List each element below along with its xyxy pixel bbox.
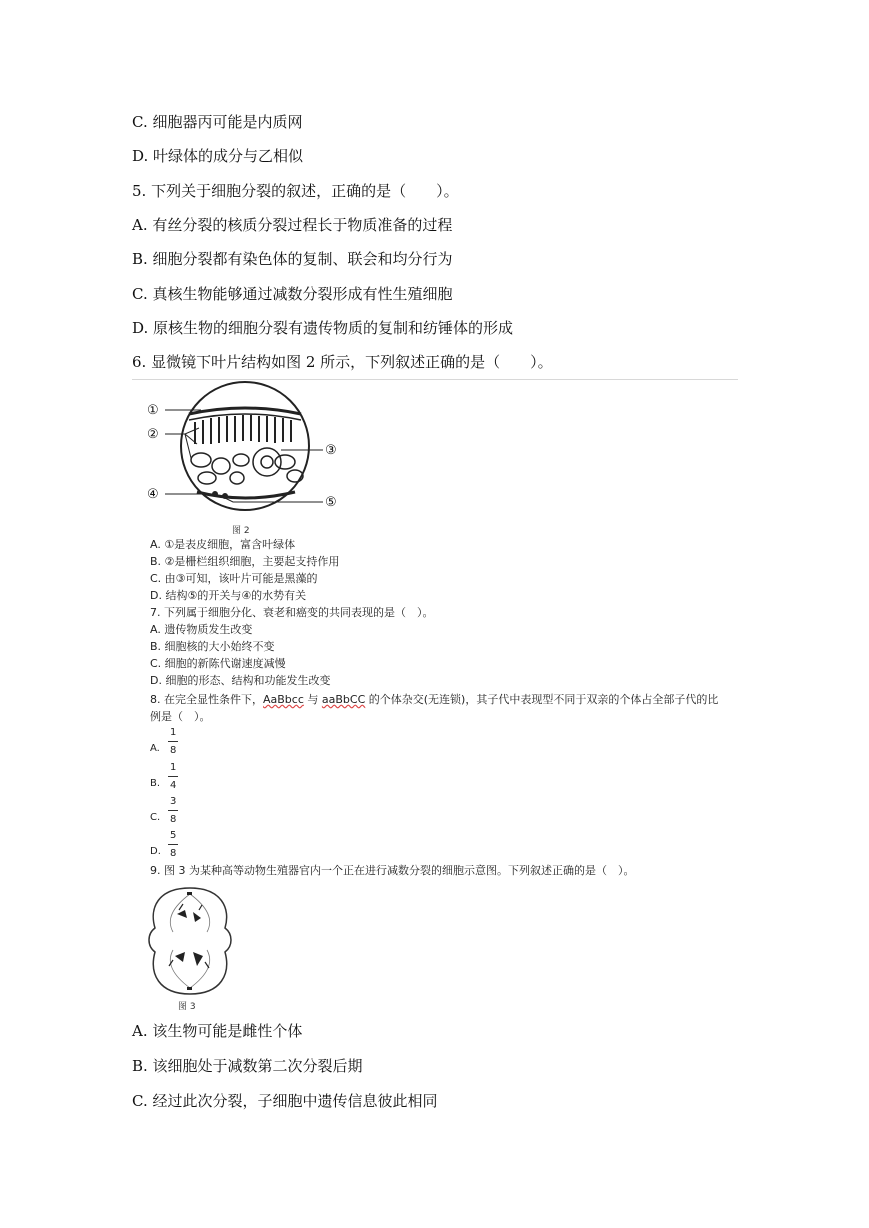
label-3: ③ [325, 443, 337, 458]
q6-option-b: B. ②是栅栏组织细胞，主要起支持作用 [150, 555, 340, 568]
q5-option-b: B. 细胞分裂都有染色体的复制、联会和均分行为 [132, 250, 453, 268]
q5-option-d: D. 原核生物的细胞分裂有遗传物质的复制和纺锤体的形成 [132, 319, 514, 337]
q8-option-a [150, 727, 190, 759]
q9-option-a: A. 该生物可能是雌性个体 [132, 1022, 303, 1040]
q8-option-b [150, 762, 190, 794]
q8-stem-line2: 例是（ ）。 [150, 710, 211, 723]
q8-stem-post: 的个体杂交(无连锁)，其子代中表现型不同于双亲的个体占全部子代的比 [365, 693, 719, 706]
q9-option-b: B. 该细胞处于减数第二次分裂后期 [132, 1057, 363, 1075]
q6-option-c: C. 由③可知，该叶片可能是黑藻的 [150, 572, 318, 585]
q8-stem [150, 693, 718, 707]
q7-option-d: D. 细胞的形态、结构和功能发生改变 [150, 674, 331, 687]
q8-stem-pre: 8. 在完全显性条件下， [150, 693, 263, 706]
q6-option-d: D. 结构⑤的开关与④的水势有关 [150, 589, 307, 602]
q8-stem-mid: 与 [303, 693, 322, 706]
q9-stem: 9. 图 3 为某种高等动物生殖器官内一个正在进行减数分裂的细胞示意图。下列叙述正确的是（ ）。 [150, 864, 635, 877]
label-1: ① [147, 403, 159, 418]
numerator: 3 [170, 796, 177, 807]
q7-option-c: C. 细胞的新陈代谢速度减慢 [150, 657, 286, 670]
q8-option-c [150, 796, 190, 828]
genotype-1: AaBbcc [263, 693, 304, 706]
figure-2-caption: 图 2 [232, 526, 250, 536]
leaf-section-figure [145, 380, 365, 530]
option-label: D. [150, 846, 161, 857]
denominator: 8 [170, 814, 177, 825]
q8-option-d [150, 830, 190, 862]
option-label: C. [150, 812, 161, 823]
option-d-prev: D. 叶绿体的成分与乙相似 [132, 147, 304, 165]
q5-stem: 5. 下列关于细胞分裂的叙述，正确的是（ ）。 [132, 182, 459, 200]
q9-option-c: C. 经过此次分裂，子细胞中遗传信息彼此相同 [132, 1092, 438, 1110]
figure-3-caption: 图 3 [178, 1002, 196, 1012]
q7-stem: 7. 下列属于细胞分化、衰老和癌变的共同表现的是（ ）。 [150, 606, 434, 619]
numerator: 1 [170, 727, 177, 738]
q6-option-a: A. ①是表皮细胞，富含叶绿体 [150, 538, 296, 551]
denominator: 8 [170, 848, 177, 859]
label-2: ② [147, 427, 159, 442]
label-4: ④ [147, 487, 159, 502]
q6-stem: 6. 显微镜下叶片结构如图 2 所示，下列叙述正确的是（ ）。 [132, 353, 553, 371]
q5-option-c: C. 真核生物能够通过减数分裂形成有性生殖细胞 [132, 285, 453, 303]
denominator: 4 [170, 780, 177, 791]
option-c-prev: C. 细胞器丙可能是内质网 [132, 113, 303, 131]
option-label: B. [150, 778, 161, 789]
q7-option-b: B. 细胞核的大小始终不变 [150, 640, 275, 653]
q7-option-a: A. 遗传物质发生改变 [150, 623, 253, 636]
meiosis-cell-figure [143, 884, 238, 999]
denominator: 8 [170, 745, 177, 756]
numerator: 1 [170, 762, 177, 773]
numerator: 5 [170, 830, 177, 841]
label-5: ⑤ [325, 495, 337, 510]
q5-option-a: A. 有丝分裂的核质分裂过程长于物质准备的过程 [132, 216, 453, 234]
genotype-2: aaBbCC [321, 693, 366, 706]
option-label: A. [150, 743, 160, 754]
